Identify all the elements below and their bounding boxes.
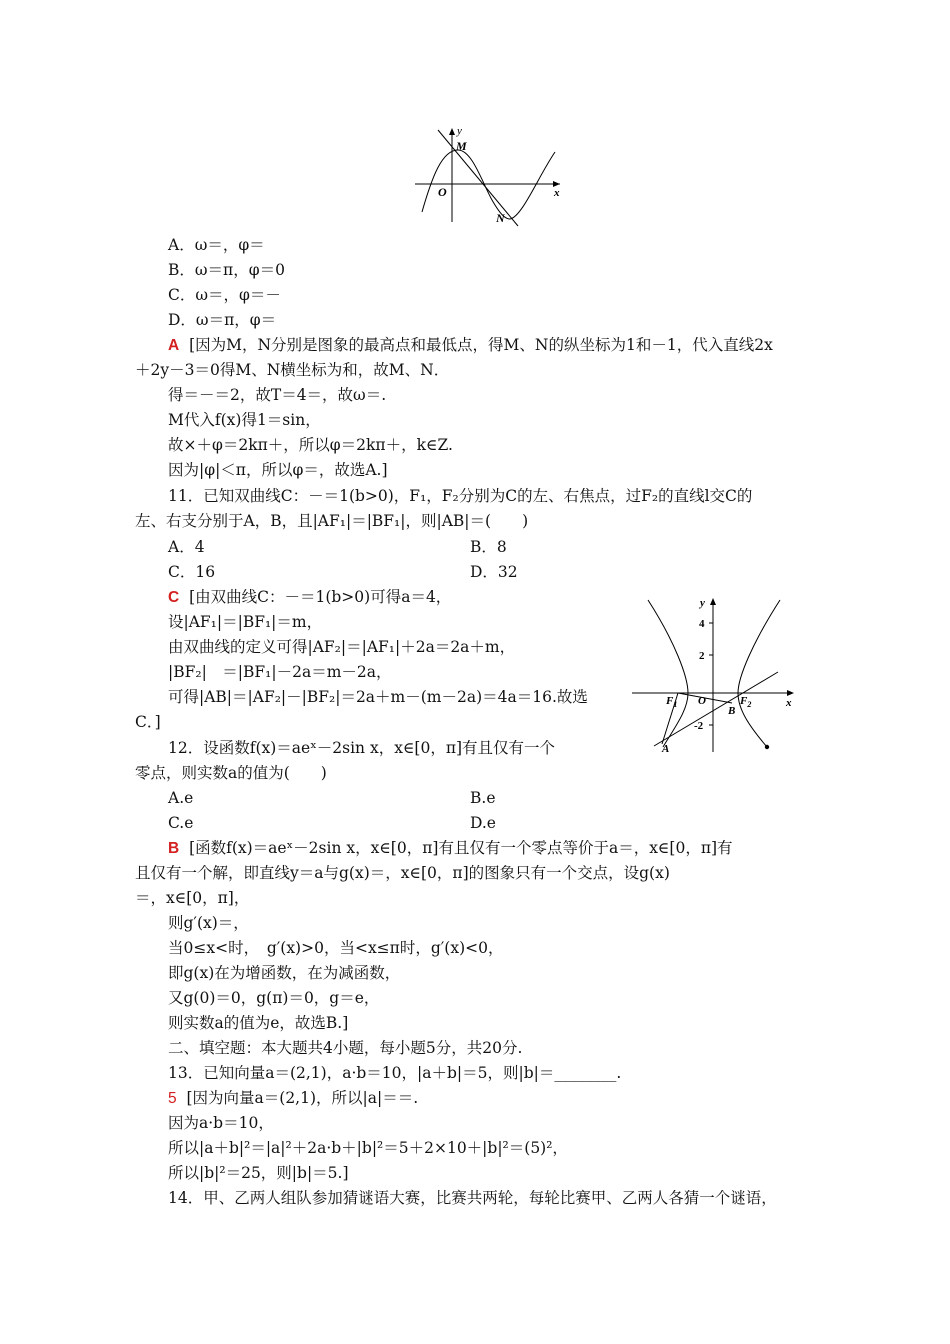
- fig2-a-label: A: [662, 743, 670, 755]
- fig2-tick-minus-2: -2: [694, 720, 704, 732]
- q12-solution-line-2: 且仅有一个解，即直线y＝a与g(x)＝，x∈[0，π]的图象只有一个交点，设g(x): [135, 864, 670, 882]
- q13-answer: 5: [168, 1090, 177, 1107]
- q11-solution-line-6: C．]: [135, 713, 161, 731]
- q10-solution-line-4: M代入f(x)得1＝sin，: [168, 411, 321, 429]
- q12-question-line-2: 零点，则实数a的值为( ): [135, 764, 327, 782]
- q11-option-a: A．4: [168, 538, 205, 556]
- q10-solution-line-2: ＋2y－3＝0得M、N横坐标为和，故M、N．: [135, 361, 450, 379]
- q12-solution-line-3: ＝，x∈[0，π]，: [135, 889, 250, 907]
- fig2-b-label: B: [728, 705, 736, 717]
- q13-solution-line-3: 所以|a＋b|²＝|a|²＋2a·b＋|b|²＝5＋2×10＋|b|²＝(5)²，: [168, 1139, 568, 1157]
- q12-option-a: A.e: [168, 789, 194, 807]
- q10-answer: A: [168, 337, 180, 354]
- q10-option-d: D．ω＝π，φ＝: [168, 311, 277, 329]
- fig2-tick-4: 4: [699, 618, 705, 630]
- q10-option-b: B．ω＝π，φ＝0: [168, 261, 285, 279]
- fig1-y-label: y: [457, 125, 462, 137]
- q12-solution-line-8: 则实数a的值为e，故选B.]: [168, 1014, 349, 1032]
- q12-question-line-1: 12．设函数f(x)＝aeˣ－2sin x，x∈[0，π]有且仅有一个: [168, 739, 556, 757]
- fig1-x-label: x: [554, 187, 560, 199]
- fig2-y-label: y: [700, 597, 705, 609]
- fig1-n-label: N: [496, 211, 505, 225]
- fig2-origin-label: O: [698, 695, 706, 707]
- q12-solution-line-5: 当0≤x<时， g′(x)>0，当<x≤π时，g′(x)<0，: [168, 939, 504, 957]
- q12-option-c: C.e: [168, 814, 194, 832]
- q13-solution-line-2: 因为a·b＝10，: [168, 1114, 274, 1132]
- q10-solution-line-6: 因为|φ|＜π，所以φ＝，故选A.]: [168, 461, 388, 479]
- q11-option-b: B．8: [470, 538, 507, 556]
- q10-solution-line-5: 故×＋φ＝2kπ＋，所以φ＝2kπ＋，k∈Z.: [168, 436, 453, 454]
- q10-option-c: C．ω＝，φ＝－: [168, 286, 281, 304]
- q13-solution-line-1: 5 [因为向量a＝(2,1)，所以|a|＝＝.: [168, 1089, 419, 1107]
- fig2-tick-2: 2: [699, 650, 705, 662]
- q11-solution-line-1: C [由双曲线C：－＝1(b>0)可得a＝4，: [168, 588, 452, 606]
- q10-solution-line-3: 得＝－＝2，故T＝4＝，故ω＝.: [168, 386, 387, 404]
- q11-question-line-1: 11．已知双曲线C：－＝1(b>0)，F₁，F₂分别为C的左、右焦点，过F₂的直线l交C的: [168, 487, 753, 505]
- q11-solution-line-2: 设|AF₁|＝|BF₁|＝m，: [168, 613, 323, 631]
- fig2-f1-label: $F_1$: [666, 695, 678, 709]
- q11-option-d: D．32: [470, 563, 518, 581]
- q12-option-d: D.e: [470, 814, 496, 832]
- section-2-heading: 二、填空题：本大题共4小题，每小题5分，共20分.: [168, 1039, 523, 1057]
- sine-graph-figure: [410, 122, 570, 228]
- hyperbola-figure: [630, 592, 800, 756]
- fig2-f2-label: $F_2$: [740, 695, 752, 709]
- fig1-m-label: M: [456, 139, 467, 153]
- q11-answer: C: [168, 589, 180, 606]
- q12-solution-line-4: 则g′(x)＝，: [168, 914, 249, 932]
- q11-solution-line-4: |BF₂| ＝|BF₁|－2a＝m－2a，: [168, 663, 392, 681]
- q10-option-a: A．ω＝，φ＝: [168, 236, 265, 254]
- q10-solution-line-1: A [因为M，N分别是图象的最高点和最低点，得M、N的纵坐标为1和－1，代入直线2x: [168, 336, 773, 354]
- q12-solution-line-1: B [函数f(x)＝aeˣ－2sin x，x∈[0，π]有且仅有一个零点等价于a＝，x∈[0，π]有: [168, 839, 733, 857]
- q11-solution-line-3: 由双曲线的定义可得|AF₂|＝|AF₁|＋2a＝2a＋m，: [168, 638, 516, 656]
- q12-solution-line-7: 又g(0)＝0，g(π)＝0，g＝e，: [168, 989, 380, 1007]
- q11-solution-line-5: 可得|AB|＝|AF₂|－|BF₂|＝2a＋m－(m－2a)＝4a＝16.故选: [168, 688, 588, 706]
- q13-solution-line-4: 所以|b|²＝25，则|b|＝5.]: [168, 1164, 349, 1182]
- fig1-origin-label: O: [438, 185, 447, 199]
- q14-question-line-1: 14．甲、乙两人组队参加猜谜语大赛，比赛共两轮，每轮比赛甲、乙两人各猜一个谜语，: [168, 1189, 777, 1207]
- q12-option-b: B.e: [470, 789, 496, 807]
- q11-option-c: C．16: [168, 563, 216, 581]
- q11-question-line-2: 左、右支分别于A，B，且|AF₁|＝|BF₁|，则|AB|＝( ): [135, 512, 529, 530]
- q12-answer: B: [168, 840, 180, 857]
- q12-solution-line-6: 即g(x)在为增函数，在为减函数，: [168, 964, 401, 982]
- fig2-x-label: x: [786, 697, 792, 709]
- q13-question: 13．已知向量a＝(2,1)，a·b＝10，|a＋b|＝5，则|b|＝________.: [168, 1064, 622, 1082]
